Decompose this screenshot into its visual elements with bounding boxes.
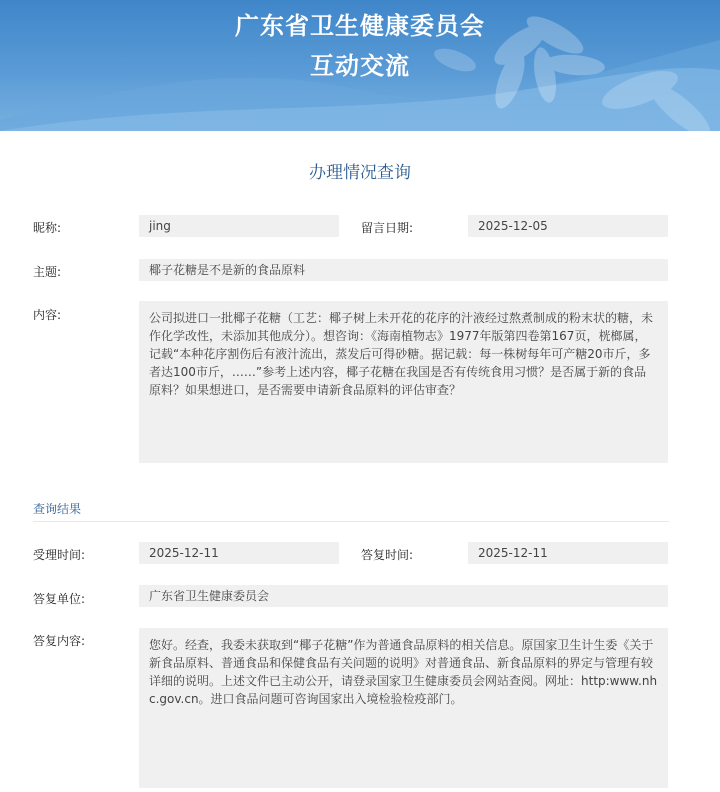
header-banner [0, 0, 720, 131]
accept-time-field: 2025-12-11 [139, 542, 339, 564]
reply-unit-field: 广东省卫生健康委员会 [139, 585, 668, 607]
reply-content-label: 答复内容: [33, 634, 86, 648]
result-divider [33, 521, 669, 522]
subject-label: 主题: [33, 265, 62, 279]
nickname-field: jing [139, 215, 339, 237]
reply-content-field: 您好。经查，我委未获取到“椰子花糖”作为普通食品原料的相关信息。原国家卫生计生委《关于新食品原料、普通食品和保健食品有关问题的说明》对普通食品、新食品原料的界定与管理有较详细的说明。上述文件已主动公开，请登录国家卫生健康委员会网站查阅。网址：http:www.nhc.gov.cn。进口食品问题可咨询国家出入境检验检疫部门。 [139, 628, 668, 788]
result-heading: 查询结果 [33, 502, 82, 516]
content-field: 公司拟进口一批椰子花糖（工艺：椰子树上未开花的花序的汁液经过熬煮制成的粉末状的糖，未作化学改性，未添加其他成分）。想咨询：《海南植物志》1977年版第四卷第167页，桄榔属，记载“本种花序割伤后有液汁流出，蒸发后可得砂糖。据记载：每一株树每年可产糖20市斤，多者达100市斤，……”参考上述内容，椰子花糖在我国是否有传统食用习惯？是否属于新的食品原料？如果想进口，是否需要申请新食品原料的评估审查？ [139, 301, 668, 463]
site-subtitle: 互动交流 [310, 52, 410, 80]
date-field: 2025-12-05 [468, 215, 668, 237]
content-label: 内容: [33, 308, 62, 322]
site-title: 广东省卫生健康委员会 [235, 12, 485, 40]
accept-time-label: 受理时间: [33, 548, 86, 562]
page-title: 办理情况查询 [309, 163, 411, 183]
reply-unit-label: 答复单位: [33, 592, 86, 606]
date-label: 留言日期: [361, 221, 414, 235]
subject-field: 椰子花糖是不是新的食品原料 [139, 259, 668, 281]
nickname-label: 昵称: [33, 221, 62, 235]
reply-time-field: 2025-12-11 [468, 542, 668, 564]
reply-time-label: 答复时间: [361, 548, 414, 562]
